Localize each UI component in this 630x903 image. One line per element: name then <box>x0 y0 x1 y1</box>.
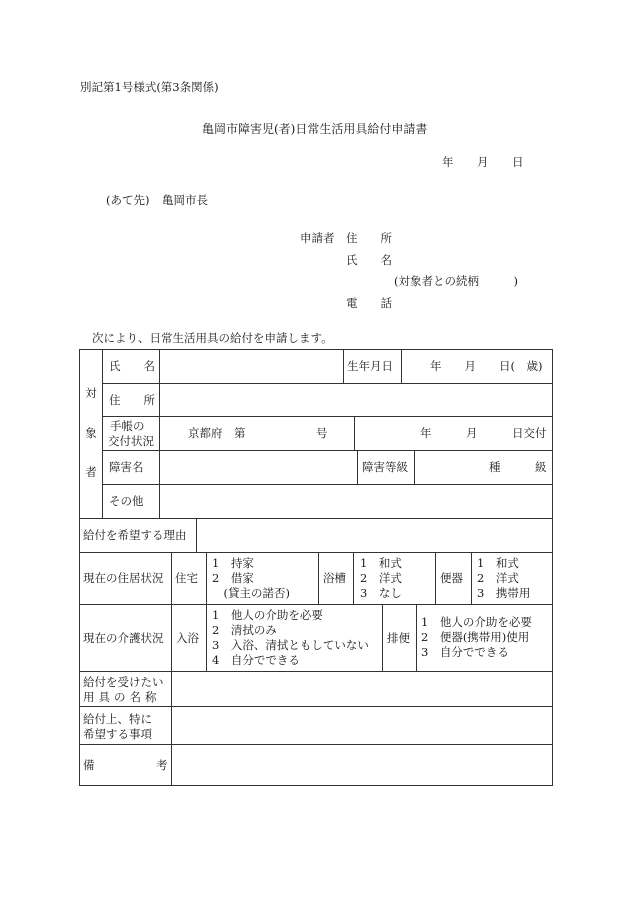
grade-level: 級 <box>535 460 547 474</box>
bathtub-label: 浴槽 <box>323 571 346 585</box>
care-label: 現在の介護状況 <box>83 631 164 645</box>
applicant-name-label: 氏 名 <box>346 253 392 267</box>
birth-value: 年 月 日( 歳) <box>430 359 543 373</box>
care-excretion-option: 1 他人の介助を必要 <box>421 615 532 629</box>
handbook-issue-day: 日交付 <box>512 426 547 440</box>
applicant-label: 申請者 <box>300 231 335 245</box>
wishes-label-1: 給付上、特に <box>83 712 152 726</box>
subject-group-char-3: 者 <box>85 465 97 479</box>
care-bath-label: 入浴 <box>176 631 199 645</box>
handbook-issue-month: 月 <box>466 426 478 440</box>
bathtub-option: 3 なし <box>360 586 402 600</box>
applicant-phone-label: 電 話 <box>346 296 392 310</box>
house-option: (貸主の諾否) <box>212 586 290 600</box>
form-number: 別記第1号様式(第3条関係) <box>80 80 219 94</box>
remarks-label-2: 考 <box>156 758 168 772</box>
care-excretion-label: 排便 <box>387 631 410 645</box>
form-title: 亀岡市障害児(者)日常生活用具給付申請書 <box>202 122 428 136</box>
toilet-option: 3 携帯用 <box>477 586 531 600</box>
date-year: 年 <box>442 155 454 169</box>
care-excretion-option: 3 自分でできる <box>421 645 509 659</box>
grade-kind: 種 <box>489 460 501 474</box>
wishes-label-2: 希望する事項 <box>83 727 152 741</box>
handbook-label-1: 手帳の <box>110 419 145 433</box>
house-label: 住宅 <box>175 571 198 585</box>
care-bath-option: 3 入浴、清拭ともしていない <box>212 638 369 652</box>
reason-label: 給付を希望する理由 <box>83 528 187 542</box>
care-bath-option: 4 自分でできる <box>212 653 300 667</box>
handbook-issue-year: 年 <box>420 426 432 440</box>
other-label: その他 <box>109 494 144 508</box>
care-bath-option: 1 他人の介助を必要 <box>212 608 323 622</box>
subject-name-label: 氏 名 <box>109 359 155 373</box>
handbook-prefecture: 京都府 第 <box>188 426 246 440</box>
date-month: 月 <box>477 155 489 169</box>
house-option: 1 持家 <box>212 556 254 570</box>
toilet-option: 2 洋式 <box>477 571 519 585</box>
subject-group-char-2: 象 <box>85 426 97 440</box>
equipment-label-2: 用具の名称 <box>83 690 161 704</box>
equipment-label-1: 給付を受けたい <box>83 675 164 689</box>
relationship-label: (対象者との続柄 ) <box>394 274 518 288</box>
care-bath-option: 2 清拭のみ <box>212 623 277 637</box>
grade-label: 障害等級 <box>362 460 408 474</box>
addressee-prefix: (あて先) <box>106 193 150 207</box>
toilet-option: 1 和式 <box>477 556 519 570</box>
subject-group-char-1: 対 <box>85 386 97 400</box>
disability-label: 障害名 <box>109 460 144 474</box>
intro-text: 次により、日常生活用具の給付を申請します。 <box>92 331 333 345</box>
handbook-number-suffix: 号 <box>316 426 328 440</box>
addressee: 亀岡市長 <box>162 193 208 207</box>
subject-address-label: 住 所 <box>109 393 155 407</box>
housing-label: 現在の住居状況 <box>83 571 164 585</box>
bathtub-option: 1 和式 <box>360 556 402 570</box>
remarks-label-1: 備 <box>83 758 95 772</box>
care-excretion-option: 2 便器(携帯用)使用 <box>421 630 530 644</box>
birth-label: 生年月日 <box>347 359 393 373</box>
applicant-address-label: 住 所 <box>346 231 392 245</box>
toilet-label: 便器 <box>440 571 463 585</box>
bathtub-option: 2 洋式 <box>360 571 402 585</box>
date-day: 日 <box>512 155 524 169</box>
house-option: 2 借家 <box>212 571 254 585</box>
handbook-label-2: 交付状況 <box>108 434 154 448</box>
